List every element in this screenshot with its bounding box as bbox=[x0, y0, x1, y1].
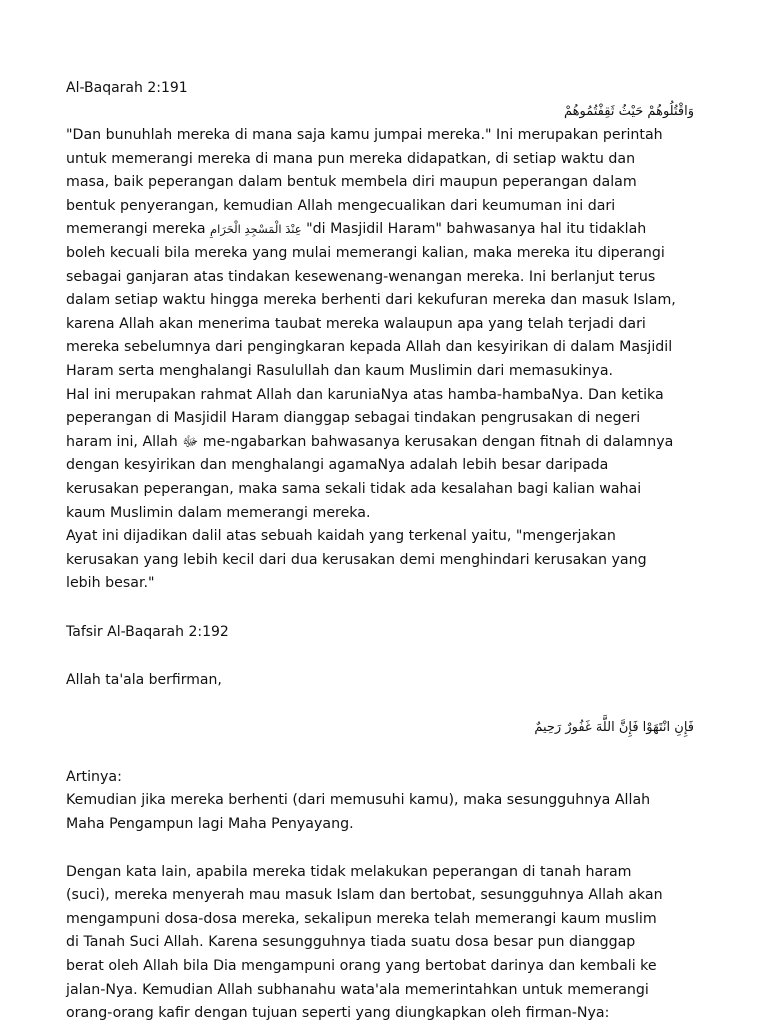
paragraph-line: kerusakan peperangan, maka sama sekali tidak ada kesalahan bagi kalian wahai bbox=[66, 480, 642, 497]
arabic-verse-192: فَإِنِ انْتَهَوْا فَإِنَّ اللَّهَ غَفُورٌ رَحِيمٌ bbox=[534, 719, 694, 735]
paragraph-line: lebih besar." bbox=[66, 575, 155, 592]
spacer bbox=[66, 692, 706, 716]
paragraph-line: dalam setiap waktu hingga mereka berhenti dari kekufuran mereka dan masuk Islam, bbox=[66, 292, 676, 309]
translation-paragraph bbox=[66, 789, 706, 836]
paragraph-line: Kemudian jika mereka berhenti (dari memusuhi kamu), maka sesungguhnya Allah bbox=[66, 792, 651, 809]
intro-line: Allah ta'ala berfirman, bbox=[66, 671, 222, 688]
spacer bbox=[66, 596, 706, 620]
line-text-end: me-ngabarkan bahwasanya kerusakan dengan fitnah di dalamnya bbox=[198, 433, 674, 450]
paragraph-line: Ayat ini dijadikan dalil atas sebuah kaidah yang terkenal yaitu, "mengerjakan bbox=[66, 528, 616, 545]
paragraph-line: kaum Muslimin dalam memerangi mereka. bbox=[66, 504, 371, 521]
line-text-start: memerangi mereka bbox=[66, 221, 211, 238]
artinya-label: Artinya: bbox=[66, 768, 122, 785]
paragraph-line: mengampuni dosa-dosa mereka, sekalipun mereka telah memerangi kaum muslim bbox=[66, 910, 657, 927]
paragraph-line: Maha Pengampun lagi Maha Penyayang. bbox=[66, 816, 354, 833]
inline-arabic-masjidil-haram: عِنْدَ الْمَسْجِدِ الْحَرَامِ bbox=[210, 222, 302, 237]
paragraph-line: bentuk penyerangan, kemudian Allah mengecualikan dari keumuman ini dari bbox=[66, 197, 616, 214]
tafsir-paragraph-192 bbox=[66, 861, 706, 1026]
paragraph-line: peperangan di Masjidil Haram dianggap sebagai tindakan pengrusakan di negeri bbox=[66, 410, 641, 427]
spacer bbox=[66, 644, 706, 668]
paragraph-line: jalan-Nya. Kemudian Allah subhanahu wata'ala memerintahkan untuk memerangi bbox=[66, 981, 649, 998]
paragraph-line: Dengan kata lain, apabila mereka tidak melakukan peperangan di tanah haram bbox=[66, 863, 632, 880]
paragraph-line: "Dan bunuhlah mereka di mana saja kamu jumpai mereka." Ini merupakan perintah bbox=[66, 127, 663, 143]
line-text-end: "di Masjidil Haram" bahwasanya hal itu tidaklah bbox=[301, 221, 647, 238]
document-page bbox=[66, 76, 706, 1026]
paragraph-line-with-symbol bbox=[66, 431, 706, 455]
tafsir-paragraph-191 bbox=[66, 124, 706, 596]
paragraph-line: masa, baik peperangan dalam bentuk membela diri maupun peperangan dalam bbox=[66, 174, 637, 191]
paragraph-line: (suci), mereka menyerah mau masuk Islam dan bertobat, sesungguhnya Allah akan bbox=[66, 887, 663, 904]
paragraph-line: di Tanah Suci Allah. Karena sesungguhnya tiada suatu dosa besar pun dianggap bbox=[66, 934, 636, 951]
paragraph-line: karena Allah akan menerima taubat mereka walaupun apa yang telah terjadi dari bbox=[66, 315, 646, 332]
spacer bbox=[66, 740, 706, 766]
paragraph-line: mereka sebelumnya dari pengingkaran kepada Allah dan kesyirikan di dalam Masjidil bbox=[66, 339, 673, 356]
jalla-jalaluhu-symbol: ﷻ bbox=[182, 433, 199, 450]
verse-title-192: Tafsir Al-Baqarah 2:192 bbox=[66, 623, 229, 640]
paragraph-line: boleh kecuali bila mereka yang mulai memerangi kalian, maka mereka itu diperangi bbox=[66, 244, 665, 261]
paragraph-line: untuk memerangi mereka di mana pun mereka didapatkan, di setiap waktu dan bbox=[66, 150, 636, 167]
paragraph-line: kerusakan yang lebih kecil dari dua kerusakan demi menghindari kerusakan yang bbox=[66, 551, 647, 568]
paragraph-line: Haram serta menghalangi Rasulullah dan kaum Muslimin dari memasukinya. bbox=[66, 362, 614, 379]
paragraph-line: Hal ini merupakan rahmat Allah dan karuniaNya atas hamba-hambaNya. Dan ketika bbox=[66, 386, 664, 403]
spacer bbox=[66, 837, 706, 861]
paragraph-line: sebagai ganjaran atas tindakan kesewenang-wenangan mereka. Ini berlanjut terus bbox=[66, 268, 656, 285]
verse-title-191: Al-Baqarah 2:191 bbox=[66, 80, 188, 96]
paragraph-line: dengan kesyirikan dan menghalangi agamaNya adalah lebih besar daripada bbox=[66, 457, 609, 474]
paragraph-line-with-arabic bbox=[66, 218, 706, 242]
paragraph-line: orang-orang kafir dengan tujuan seperti yang diungkapkan oleh firman-Nya: bbox=[66, 1005, 610, 1022]
line-text-start: haram ini, Allah bbox=[66, 433, 183, 450]
arabic-verse-191: وَاقْتُلُوهُمْ حَيْثُ ثَقِفْتُمُوهُمْ bbox=[564, 104, 694, 119]
paragraph-line: berat oleh Allah bila Dia mengampuni orang yang bertobat darinya dan kembali ke bbox=[66, 958, 657, 975]
